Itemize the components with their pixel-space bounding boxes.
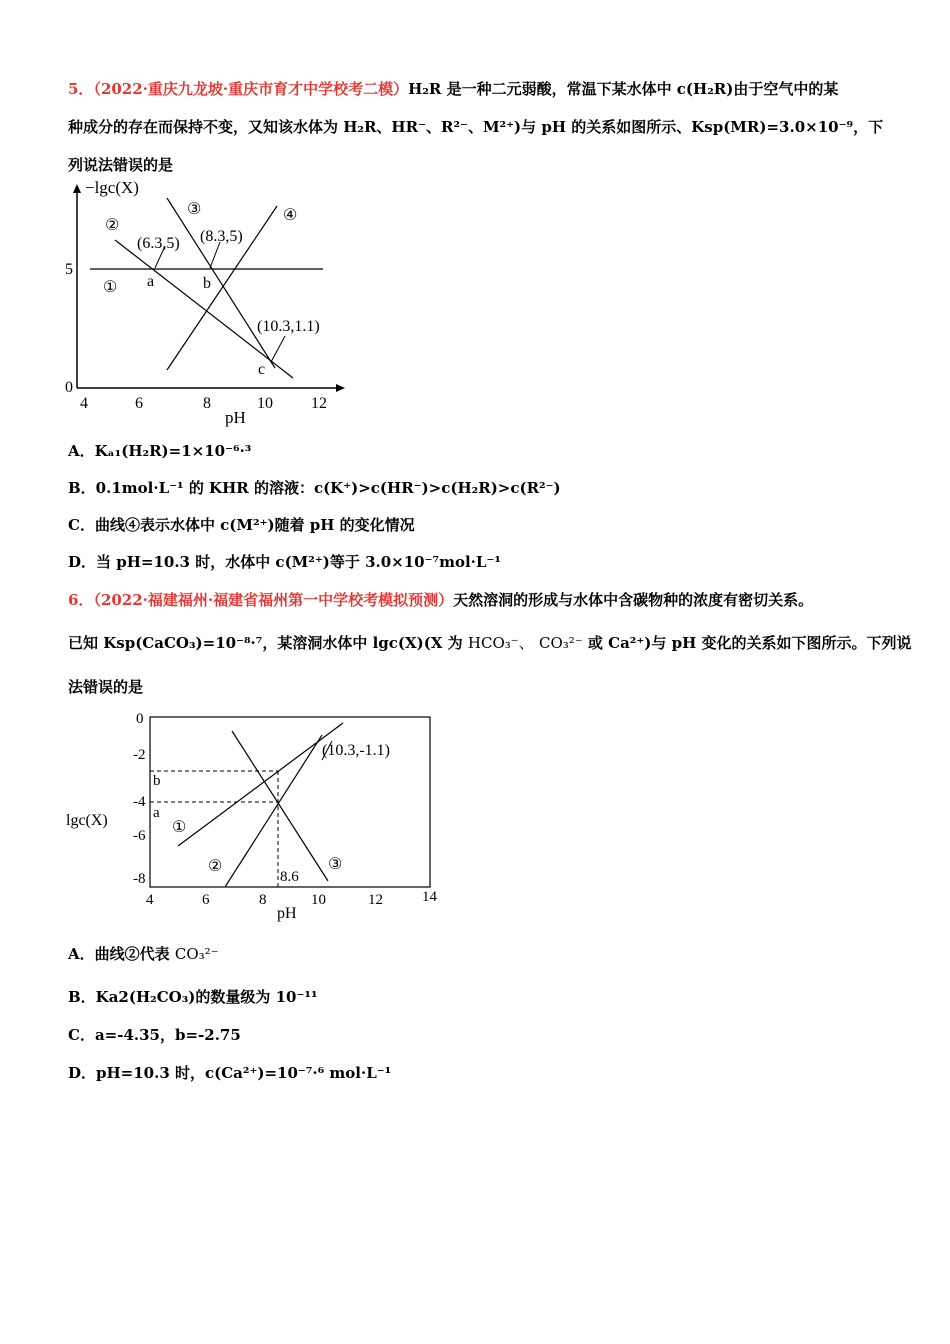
q6-vline-label: 8.6 (280, 869, 299, 885)
q6-label-b: b (153, 773, 161, 789)
q6-label-a: a (153, 805, 160, 821)
q5-option-d: D．当 pH=10.3 时，水体中 c(M²⁺)等于 3.0×10⁻⁷mol·L⁻¹ (68, 553, 501, 571)
q5-y-label: −lgc(X) (85, 178, 139, 197)
q6-curve-label-1: ① (172, 819, 187, 836)
q5-annot-c: (10.3,1.1) (257, 318, 320, 335)
q6-option-a-text: A．曲线②代表 (68, 945, 170, 963)
q6-sep: 、 (518, 634, 534, 652)
q5-point-b: b (203, 275, 211, 292)
q5-point-a: a (147, 273, 155, 290)
q5-curve-label-1: ① (103, 279, 118, 296)
q6-xtick-8: 8 (259, 892, 267, 908)
q5-x-label: pH (225, 408, 246, 427)
q6-stem-2a: 已知 Ksp(CaCO₃)=10⁻⁸·⁷，某溶洞水体中 lgc(X)(X 为 (68, 634, 463, 652)
q6-number: 6． (68, 591, 94, 609)
q6-curve-3 (232, 731, 328, 881)
q6-ytick-m8: -8 (133, 871, 146, 887)
q5-xtick-4: 4 (80, 395, 88, 412)
q6-stem-line2 (68, 632, 912, 653)
q5-ytick-0: 0 (65, 379, 73, 396)
q6-figure (60, 705, 460, 925)
q6-option-a (68, 943, 219, 964)
q5-curve-label-2: ② (105, 217, 120, 234)
q6-x-label: pH (277, 905, 297, 922)
q6-ytick-m2: -2 (133, 747, 146, 763)
q5-ytick-5: 5 (65, 261, 73, 278)
q6-ytick-m4: -4 (133, 794, 146, 810)
q6-option-c: C．a=-4.35，b=-2.75 (68, 1026, 241, 1044)
q6-y-label: lgc(X) (66, 812, 108, 829)
q5-option-b: B．0.1mol·L⁻¹ 的 KHR 的溶液：c(K⁺)>c(HR⁻)>c(H₂R)>c(R²⁻) (68, 479, 561, 497)
q5-xtick-6: 6 (135, 395, 143, 412)
q5-stem-1: H₂R 是一种二元弱酸，常温下某水体中 c(H₂R)由于空气中的某 (408, 80, 839, 98)
q5-xtick-10: 10 (257, 395, 273, 412)
q5-curve-label-3: ③ (187, 201, 202, 218)
q5-curve-2 (115, 240, 293, 378)
q5-xtick-8: 8 (203, 395, 211, 412)
q6-option-a-species: CO₃²⁻ (174, 945, 219, 963)
q5-annot-a: (6.3,5) (137, 235, 180, 252)
q5-option-c: C．曲线④表示水体中 c(M²⁺)随着 pH 的变化情况 (68, 516, 415, 534)
q6-stem-2b: 或 Ca²⁺)与 pH 变化的关系如下图所示。下列说 (587, 634, 912, 652)
q5-stem-line2: 种成分的存在而保持不变，又知该水体为 H₂R、HR⁻、R²⁻、M²⁺)与 pH 的关系如图所示、Ksp(MR)=3.0×10⁻⁹，下 (68, 118, 884, 136)
q6-stem-1: 天然溶洞的形成与水体中含碳物种的浓度有密切关系。 (453, 591, 814, 609)
q5-curve-3 (167, 198, 275, 368)
q5-stem-line1 (68, 78, 888, 99)
q6-xtick-6: 6 (202, 892, 210, 908)
q6-species-hco3: HCO₃⁻ (467, 634, 519, 652)
q5-xtick-12: 12 (311, 395, 327, 412)
q6-xtick-12: 12 (368, 892, 383, 908)
q6-curve-label-2: ② (208, 858, 223, 875)
q6-source: （2022·福建福州·福建省福州第一中学校考模拟预测） (93, 591, 454, 609)
q6-ytick-m6: -6 (133, 828, 146, 844)
q5-curve-label-4: ④ (283, 207, 298, 224)
q6-option-d: D．pH=10.3 时，c(Ca²⁺)=10⁻⁷·⁶ mol·L⁻¹ (68, 1064, 392, 1082)
q6-option-b: B．Ka2(H₂CO₃)的数量级为 10⁻¹¹ (68, 988, 318, 1006)
q5-x-arrow (336, 384, 345, 392)
q6-xtick-10: 10 (311, 892, 326, 908)
q5-leader-b (210, 242, 220, 268)
q5-source: （2022·重庆九龙坡·重庆市育才中学校考二模） (93, 80, 409, 98)
q6-ytick-0: 0 (136, 711, 144, 727)
q5-y-arrow (73, 184, 81, 193)
q5-point-c: c (258, 361, 266, 378)
q6-stem-line1 (68, 589, 888, 610)
q5-option-a: A．Kₐ₁(H₂R)=1×10⁻⁶·³ (68, 442, 252, 460)
q5-annot-b: (8.3,5) (200, 228, 243, 245)
q5-leader-c (271, 336, 285, 362)
q6-annot-point: (10.3,-1.1) (322, 742, 390, 759)
q6-curve-2 (225, 735, 322, 887)
q6-xtick-14: 14 (422, 889, 437, 905)
q5-figure (55, 178, 355, 428)
q5-number: 5． (68, 80, 94, 98)
q6-stem-line3: 法错误的是 (68, 678, 144, 696)
q6-curve-label-3: ③ (328, 856, 343, 873)
q5-stem-line3: 列说法错误的是 (68, 156, 174, 174)
q6-xtick-4: 4 (146, 892, 154, 908)
q6-species-co3: CO₃²⁻ (538, 634, 583, 652)
